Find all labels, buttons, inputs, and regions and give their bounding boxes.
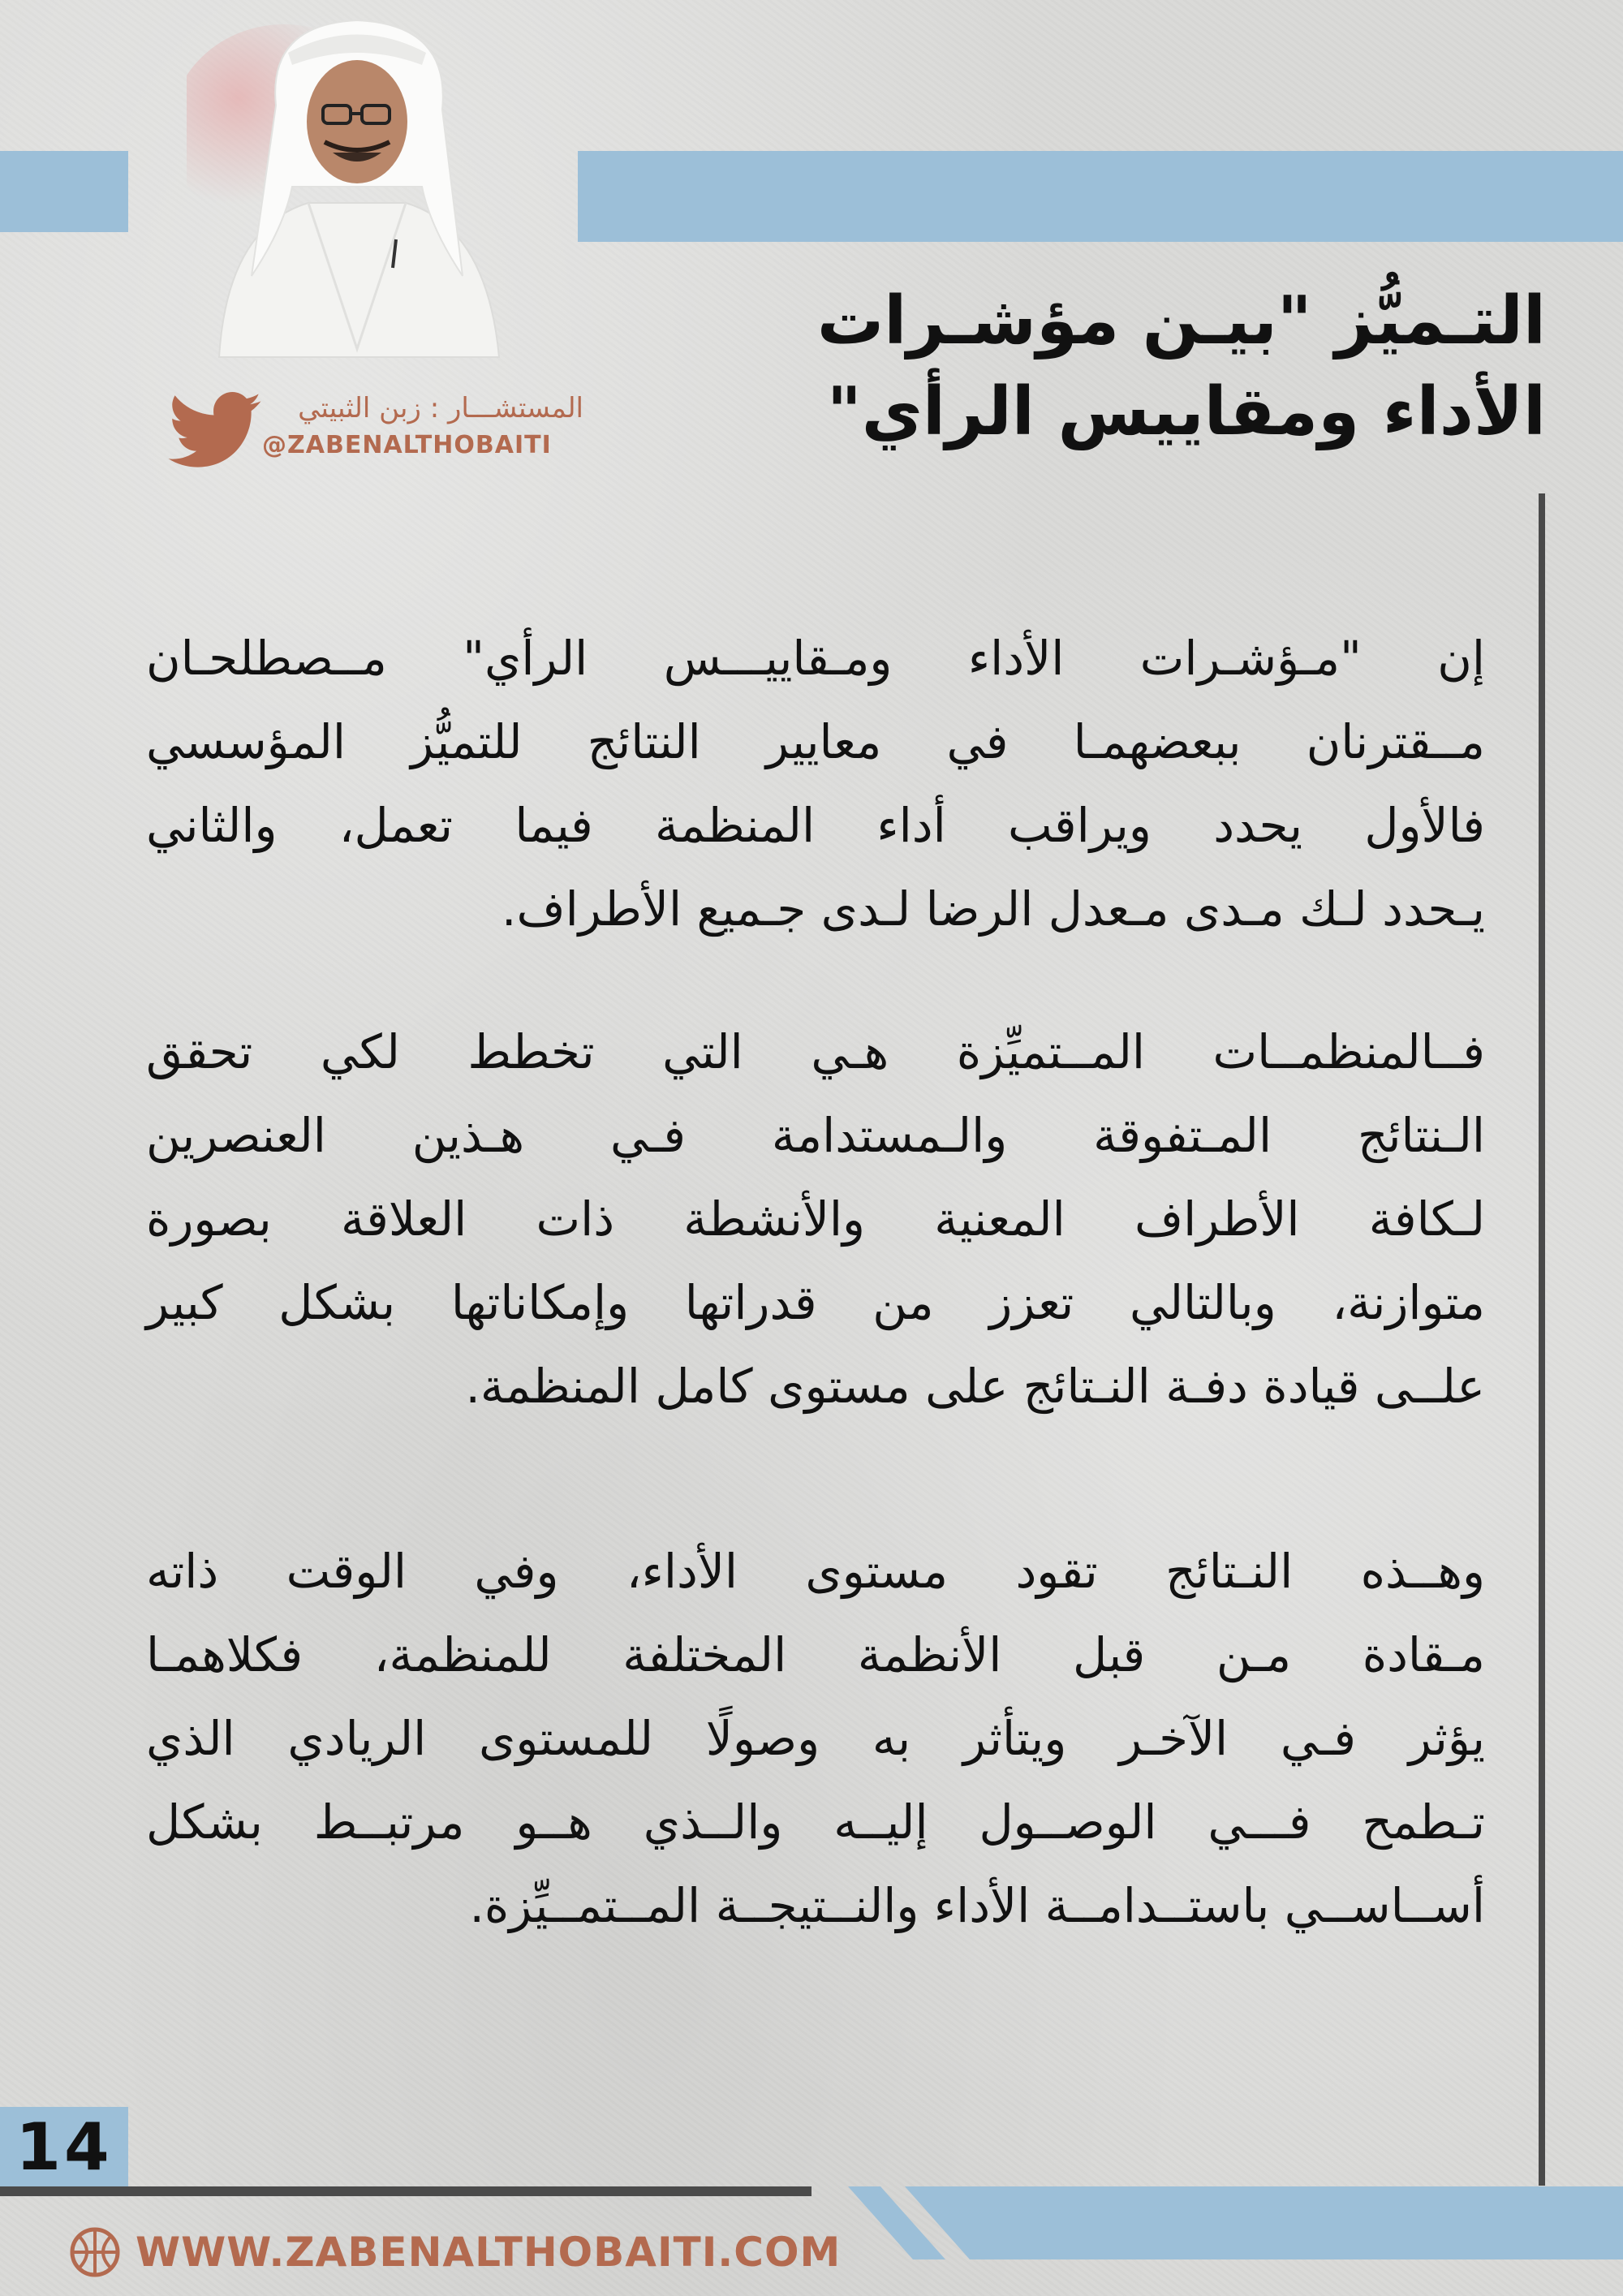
top-right-blue-band: [578, 151, 1623, 242]
twitter-bird-icon[interactable]: [168, 392, 261, 469]
paragraph-line: تـطمح فـــي الوصــول إليــه والــذي هــو مرتبــط بشكل: [146, 1794, 1485, 1850]
article-title: [694, 276, 1546, 458]
author-name: المستشـــار : زبن الثبيتي: [298, 392, 583, 424]
paragraph-3: [146, 1530, 1485, 1948]
paragraph-line: فالأول يحدد ويراقب أداء المنظمة فيما تعمل، والثاني: [146, 798, 1485, 853]
author-twitter-handle[interactable]: @ZABENALTHOBAITI: [262, 431, 552, 459]
paragraph-line: فــالمنظمــات المــتميِّزة هـي التي تخطط لكي تحقق: [146, 1024, 1485, 1079]
paragraph-line: وهــذه النـتائج تقود مستوى الأداء، وفي الوقت ذاته: [146, 1544, 1485, 1599]
paragraph-1: [146, 617, 1485, 951]
paragraph-line: علــى قيادة دفـة النـتائج على مستوى كامل المنظمة.: [465, 1359, 1485, 1414]
title-line-1: التـميُّز "بيـن مؤشـرات: [816, 282, 1546, 360]
paragraph-2: [146, 1010, 1485, 1428]
paragraph-line: يـحدد لـك مـدى مـعدل الرضا لـدى جـميع الأطراف.: [502, 881, 1485, 937]
paragraph-line: مـقادة مـن قبل الأنظمة المختلفة للمنظمة، فكلاهمـا: [146, 1627, 1485, 1682]
bottom-divider-line: [0, 2186, 812, 2196]
author-portrait: [187, 8, 527, 365]
paragraph-line: الـنتائج المـتفوقة والـمستدامة فـي هـذين العنصرين: [146, 1108, 1485, 1163]
page-number-box: [0, 2107, 128, 2188]
author-block: [158, 386, 588, 475]
page-number: 14: [15, 2109, 113, 2185]
bottom-blue-band: [868, 2186, 1623, 2259]
paragraph-line: لـكافة الأطراف المعنية والأنشطة ذات العلاقة بصورة: [146, 1191, 1485, 1247]
top-left-blue-band: [0, 151, 128, 232]
paragraph-line: إن "مـؤشـرات الأداء ومـقاييـــس الرأي" مــصطلحـان: [146, 631, 1485, 686]
paragraph-line: يؤثر فـي الآخـر ويتأثر به وصولًا للمستوى الريادي الذي: [146, 1711, 1485, 1766]
website-footer: [69, 2224, 842, 2281]
basketball-icon: [69, 2226, 121, 2278]
paragraph-line: مــقترنان ببعضهمـا في معايير النتائج للتميُّز المؤسسي: [146, 714, 1485, 769]
paragraph-line: أســاســي باستــدامــة الأداء والنــتيجــة المــتمــيِّزة.: [469, 1878, 1485, 1933]
title-line-2: الأداء ومقاييس الرأي": [827, 373, 1546, 450]
paragraph-line: متوازنة، وبالتالي تعزز من قدراتها وإمكاناتها بشكل كبير: [146, 1275, 1485, 1330]
website-link[interactable]: WWW.ZABENALTHOBAITI.COM: [136, 2229, 842, 2276]
vertical-divider: [1539, 493, 1545, 2186]
